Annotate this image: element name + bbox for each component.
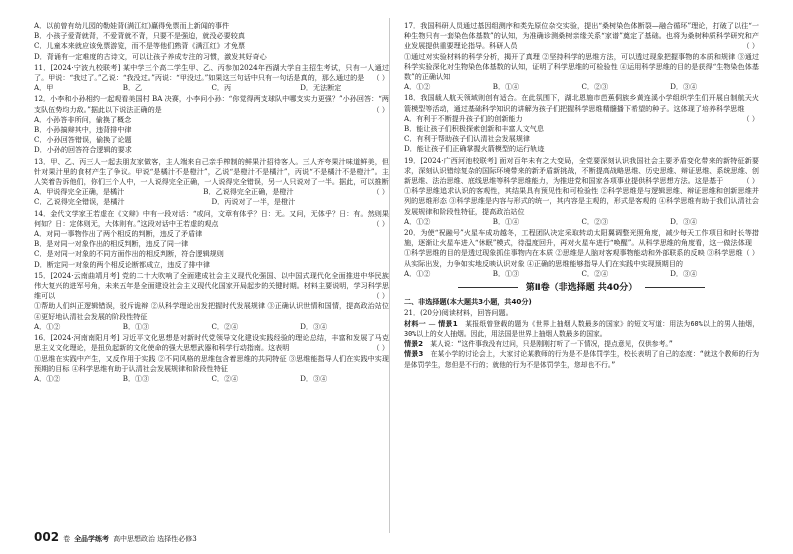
scene-label: 情景1 — [438, 318, 458, 328]
question-stem: 14．金代文学家王若虚在《文辩》中有一段对话：“或问，文章有体乎？日：无。又问，无体乎？日：有。然则果何如？日：定体则无，大体则有。”这段对话中王若虚的观点 — [34, 208, 389, 228]
statement-items: ①通过对实验材料的科学分析，揭开了真理 ②坚持科学的思维方法，可以透过现象把握事物的本质和规律 ③通过科学实验深化对生物染色体基数的认知，证明了科学思维的可检验性 ④运用科学思维的目的是获得“生物染色体基数”的正确认知 — [404, 51, 759, 82]
options-row — [404, 217, 759, 227]
statement-items: ①帮助人们纠正逻辑错误，驳斥诡辩 ②从科学理论出发把握时代发展规律 ③正确认识世情和国情，提高政治站位 ④更好地认清社会发展的阶段性特征 — [34, 301, 389, 321]
option: D．丙说对了一半，是橙汁 — [211, 197, 296, 207]
question-21: 21．(20分)阅读材料，回答问题。 材料一 — 情景1 某报纸曾登载的题为《世界上抽烟人数最多的国家》的短文写道：用法为60%以上的男人抽烟，30%以上的女人抽烟。因此，用法国是世界上抽烟人数最多的国家。 情景2 某人说：“这件事我没有过问，只是刚刚打听了一下情况，提点意见，仅供参考。” 情景3 在某小学的讨论会上，大家讨论某教师的行为是不是体罚学生，校长表明了自己的态度：“就这个教师的行为是体罚学生，您但是不行的；就他的行为不是体罚学生，您却也不行。” — [404, 308, 760, 369]
options-row — [34, 197, 389, 207]
answer-paren: （ ） — [372, 343, 389, 353]
answer-paren: （ ） — [742, 113, 759, 123]
option: C．②③ — [581, 216, 609, 226]
option: C．丙 — [211, 83, 232, 93]
question-12 — [34, 94, 389, 155]
option: C．有利于帮助孩子们认清社会发展规律 — [404, 134, 531, 144]
answer-paren: （ ） — [742, 176, 759, 186]
statement-items: ①科学思维追求认识的客观性，其结果具有预见性和可检验性 ②科学思维是与逻辑思维、辩证思维和创新思维并列的思维形态 ③科学思维是内容与形式的统一，其内容是主观的，形式是客观的 ④科学思维有助于我们认清社会发展规律和阶段性特征，提高政治站位 — [404, 186, 759, 216]
question-stem: 11．[2024·宁波九校联考] 某中学三个高二学生甲、乙、丙参加2024年西湖大学自主招生考试，只有一人通过了。甲说：“我过了。”乙说：“我没过。”丙说：“甲没过。”如果这三句话中只有一句话是真的，那么通过的是 — [34, 62, 389, 83]
option: A．甲说得完全正确，是橘汁 — [34, 187, 125, 197]
heading-rule — [458, 287, 518, 288]
option: D．断定同一对象的两个相反论断都成立，违反了排中律 — [34, 259, 210, 269]
answer-paren: （ ） — [742, 248, 759, 258]
option: D．③④ — [670, 216, 698, 226]
option: C．②④ — [581, 268, 609, 278]
option: A．以前曾有幼儿园的勒娃背(满江红)赢得免票而上新闻的事件 — [34, 21, 230, 30]
right-column — [404, 20, 759, 370]
options-row — [34, 374, 389, 384]
scene-label: 情景3 — [404, 349, 424, 359]
page-number: 002 — [34, 530, 60, 544]
page-unit: 卷 — [63, 535, 71, 543]
option: A．①② — [404, 82, 431, 92]
answer-paren: （ ） — [372, 187, 389, 197]
question-stem: 16．[2024·河南南阳月考] 习近平文化思想是对新时代党领导文化建设实践经验的理论总结，丰富和发展了马克思主义文化理论，是扭负起新的文化使命的强大思想武器和科学行动指南。这表明 — [34, 333, 389, 353]
question-13 — [34, 157, 389, 208]
section-2-heading — [404, 283, 759, 293]
option: B．小孩子爱背就背，不爱背就不背，只要不是强迫，就没必要较真 — [34, 31, 245, 41]
scene-label: 情景2 — [404, 339, 424, 349]
option: C．②④ — [211, 373, 239, 383]
option: B．①④ — [492, 216, 520, 226]
statement-items: ①思维在实践中产生，又反作用于实践 ②不同风格的思维包含着思维的共同特征 ③思维能指导人们在实践中实现预期的目标 ④科学思维有助于认清社会发展规律和阶段性特征 — [34, 353, 389, 373]
option: C．是对同一对象的不同方面作出的相反判断，符合逻辑规则 — [34, 249, 224, 259]
question-10-options — [34, 21, 389, 62]
section-title: 第Ⅱ卷（非选择题 共40分） — [525, 283, 638, 294]
heading-rule — [645, 287, 705, 288]
question-17 — [404, 21, 759, 92]
answer-paren: （ ） — [372, 73, 389, 83]
question-14 — [34, 209, 389, 270]
material-text: 某报纸曾登载的题为《世界上抽烟人数最多的国家》的短文写道：用法为60%以上的男人抽烟，30%以上的女人抽烟。因此，用法国是世界上抽烟人数最多的国家。 — [404, 319, 760, 338]
question-19 — [404, 156, 759, 227]
option: D．③④ — [670, 82, 698, 92]
question-stem: 18．我国载人航天领域则创有适合。在此氛围下，湖北恩施市芭蕉侗族乡黄连溪小学组织学生们开展自制航天火箭模型等活动，通过基础科学知识的讲解为孩子们把握科学思维精髓播下希望的种子。这体现了培养科学思维 — [404, 93, 759, 113]
option: B．①③ — [122, 373, 150, 383]
option: A．①② — [34, 321, 61, 331]
book-name: 高中思想政治 选择性必修3 — [113, 535, 197, 543]
material-text: 在某小学的讨论会上，大家讨论某教师的行为是不是体罚学生，校长表明了自己的态度：“就这个教师的行为是体罚学生，您但是不行的；就他的行为不是体罚学生，您却也不行。” — [404, 350, 760, 369]
option: C．小孙回答错误，偷换了论题 — [34, 135, 132, 145]
option: D．③④ — [300, 373, 328, 383]
material-label: 材料一 — [404, 318, 426, 328]
option: D．③④ — [670, 268, 698, 278]
question-stem: 12．小李和小孙相约一起观看美国村 BA 决赛，小李问小孙：“你觉得两支球队中哪支实力更强？”小孙回答：“两支队伍势均力敌。”据此以下说法正确的是 — [34, 94, 389, 114]
answer-paren: （ ） — [372, 291, 389, 301]
question-stem: 20．为使“祝融号”火星车成功越冬，工程团队决定采取转动太阳翼调整光照角度，减少每天工作项目和时长等措施，逐渐让火星车进入“休眠”模式，待温度回升，再对火星车进行“唤醒”。从科学思维的角度看，这一做法体现 — [404, 228, 759, 248]
option: C．②③ — [581, 82, 609, 92]
column-divider — [389, 18, 390, 533]
left-column — [34, 20, 389, 384]
option: D．能让孩子们正确掌握火箭模型的运行轨迹 — [404, 144, 545, 154]
options-row — [404, 82, 759, 92]
option: B．乙 — [122, 83, 143, 93]
statement-items: ①科学思维的目的是透过现象抓住事物内在本质 ②思维是人脑对客观事物能动和外部联系的反映 ③科学思维从实际出发，力争如实地反映认识对象 ④正确的思维能够指导人们在实践中实现预期目的 — [404, 248, 743, 268]
material-text: 某人说：“这件事我没有过问，只是刚刚打听了一下情况，提点意见，仅供参考。” — [430, 340, 673, 349]
series-name: 全品学练考 — [74, 535, 110, 543]
question-20 — [404, 228, 759, 279]
option: B．能让孩子们积极探索创新和丰富人文气息 — [404, 124, 544, 134]
options-row — [34, 187, 373, 197]
option: B．小孙搞辩其中，违背排中律 — [34, 125, 132, 135]
question-stem: 19．[2024·广西河池校联考] 面对百年未有之大变局，全党要深刻认识我国社会主要矛盾变化带来的新特征新要求，深刻认识错综复杂的国际环境带来的新矛盾新挑战，不断提高战略思维、历史思维、辩证思维、系统思维、创新思维、法治思维、底线思维等科学思维能力，为推进党和国家各项事业提供科学思想方法。这是基于 — [404, 155, 759, 186]
question-stem: 15．[2024·云南曲靖月考] 党的二十大吹响了全面建成社会主义现代化强国、以中国式现代化全面推进中华民族伟大复兴的进军号角，未来五年是全面建设社会主义现代化国家开局起步的关键时期。材料主要说明，学习科学思维可以 — [34, 270, 389, 301]
option: B．①④ — [492, 82, 520, 92]
question-16 — [34, 333, 389, 384]
option: B．①③ — [492, 268, 520, 278]
option: A．①② — [404, 268, 431, 278]
option: D．背诵有一定难度的古诗文，可以让孩子养成专注的习惯，激发其好奇心 — [34, 51, 267, 61]
answer-paren: （ ） — [742, 41, 759, 51]
question-stem: 13．甲、乙、丙三人一起去朋友家做客，主人端来自己亲手榨制的鲜果汁招待客人。三人齐夸果汁味道鲜美，但针对果汁里的食材产生了争议。甲说“是橘汁不是橙汁”，乙说“是橙汁不是橘汁”，丙说“不是橘汁不是橙汁”。主人笑着告诉他们，你们三个人中，一人说得完全正确，一人说得完全错误，另一人只说对了一半。据此，可以推断 — [34, 156, 389, 187]
options-row — [404, 269, 759, 279]
option: D．③④ — [300, 321, 328, 331]
option: B．①③ — [122, 321, 150, 331]
option: C．乙说得完全错误，是橘汁 — [34, 197, 125, 207]
options-row — [34, 83, 389, 93]
page-footer — [34, 532, 197, 544]
option: A．小孙答非所问，偷换了概念 — [34, 114, 132, 124]
option: C．儿童本来就应该免票游览，而不是等他们熟背《满江红》才免票 — [34, 41, 246, 51]
option: A．对同一事物作出了两个相反的判断，违反了矛盾律 — [34, 229, 203, 239]
option: B．乙说得完全正确，是橙汁 — [203, 187, 294, 197]
option: A．甲 — [34, 83, 54, 93]
section-subtitle: 二、非选择题(本大题共3小题，共40分) — [404, 297, 532, 307]
question-11 — [34, 63, 389, 94]
option: A．①② — [404, 216, 431, 226]
answer-paren: （ ） — [372, 218, 389, 228]
option: B．是对同一对象作出的相反判断，违反了同一律 — [34, 239, 189, 249]
question-15 — [34, 271, 389, 332]
options-row — [34, 322, 389, 332]
option: A．①② — [34, 373, 61, 383]
question-18 — [404, 93, 759, 154]
answer-paren: （ ） — [372, 104, 389, 114]
question-stem: 21．(20分)阅读材料，回答问题。 — [404, 308, 513, 318]
question-stem: 17．我国科研人员通过基因组测序和类先原位杂交实验，提出“桑树染色体断裂—融合循环”理论，打破了以往“一种生物只有一套染色体基数”的认知，为准确诊测桑树亲缘关系“家谱”奠定了基础。也将为桑树种质科学研究和产业发展提供重要理论指导。科研人员 — [404, 21, 759, 51]
option: A．有利于不断提升孩子们的创新能力 — [404, 113, 523, 123]
option: C．②④ — [211, 321, 239, 331]
option: D．小孙的回答符合逻辑的要求 — [34, 145, 132, 155]
option: D．无法断定 — [300, 83, 342, 93]
